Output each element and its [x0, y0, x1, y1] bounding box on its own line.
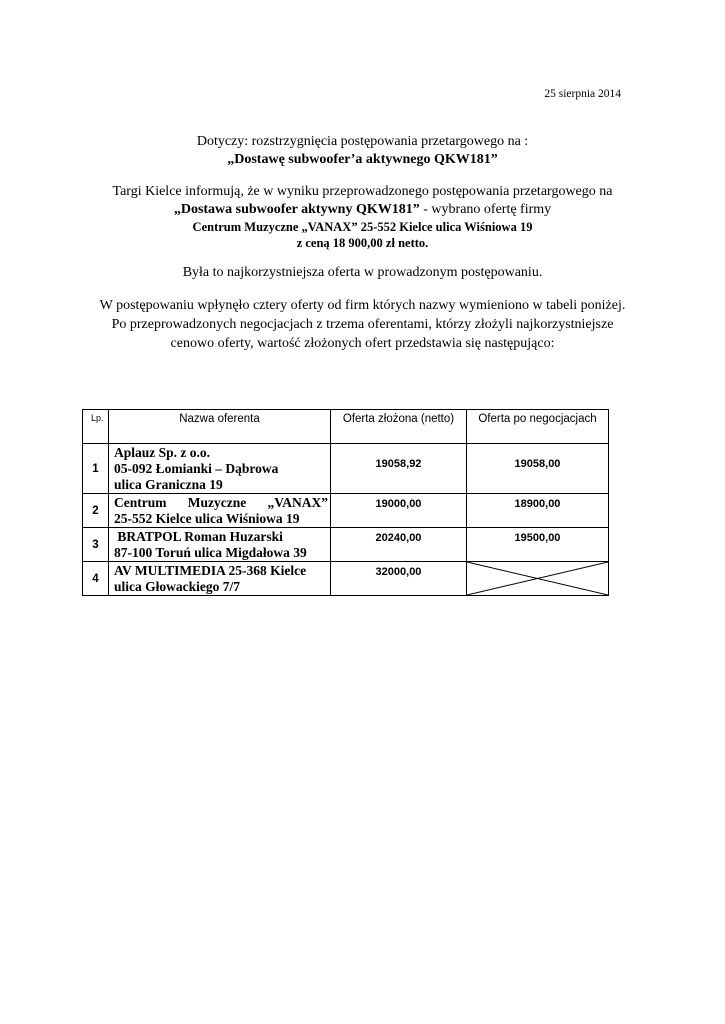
header-offer: Oferta złożona (netto) — [331, 410, 467, 444]
row-lp: 1 — [83, 444, 109, 494]
negotiated-value: 18900,00 — [467, 494, 609, 528]
bidder-name-line: Centrum Muzyczne „VANAX” — [114, 495, 328, 510]
bidder-name-line: AV MULTIMEDIA 25-368 Kielce — [114, 563, 307, 578]
bidder-name-line: BRATPOL Roman Huzarski — [114, 529, 283, 544]
table-header-row — [83, 410, 609, 444]
bidder-name — [109, 562, 331, 596]
offer-value: 19000,00 — [331, 494, 467, 528]
negotiated-value: 19058,00 — [467, 444, 609, 494]
bidder-name-line: 87-100 Toruń ulica Migdałowa 39 — [114, 545, 307, 560]
announcement-tender-line — [0, 201, 725, 219]
table-row — [83, 444, 609, 494]
table-row — [83, 494, 609, 528]
bidder-name-line: 05-092 Łomianki – Dąbrowa — [114, 461, 279, 476]
row-lp: 4 — [83, 562, 109, 596]
subject-title: „Dostawę subwoofer’a aktywnego QKW181” — [227, 152, 498, 167]
bidder-name — [109, 444, 331, 494]
offer-value: 19058,92 — [331, 444, 467, 494]
negotiated-value: 19500,00 — [467, 528, 609, 562]
tender-selection-text: - wybrano ofertę firmy — [419, 202, 552, 217]
bidder-name — [109, 494, 331, 528]
header-negotiated: Oferta po negocjacjach — [467, 410, 609, 444]
header-lp: Lp. — [83, 410, 109, 444]
summary-line-3: cenowo oferty, wartość złożonych ofert przedstawia się następująco: — [170, 336, 555, 351]
row-lp: 2 — [83, 494, 109, 528]
summary-line-1: W postępowaniu wpłynęło cztery oferty od firm których nazwy wymieniono w tabeli poniżej. — [99, 298, 626, 313]
offer-value: 32000,00 — [331, 562, 467, 596]
bidder-name — [109, 528, 331, 562]
offer-value: 20240,00 — [331, 528, 467, 562]
summary-line-2: Po przeprowadzonych negocjacjach z trzema oferentami, którzy złożyli najkorzystniejsze — [111, 317, 614, 332]
document-date: 25 sierpnia 2014 — [544, 88, 621, 100]
tender-name: „Dostawa subwoofer aktywny QKW181” — [173, 202, 420, 217]
subject-line: Dotyczy: rozstrzygnięcia postępowania przetargowego na : — [196, 134, 529, 149]
best-offer-note: Była to najkorzystniejsza oferta w prowadzonym postępowaniu. — [182, 265, 543, 280]
negotiated-value-crossed-out — [467, 562, 609, 596]
bidder-name-line: ulica Graniczna 19 — [114, 477, 223, 492]
announcement-line: Targi Kielce informują, że w wyniku przeprowadzonego postępowania przetargowego na — [112, 184, 613, 199]
table-row — [83, 528, 609, 562]
header-name: Nazwa oferenta — [109, 410, 331, 444]
table-row — [83, 562, 609, 596]
bidder-name-line: ulica Głowackiego 7/7 — [114, 579, 240, 594]
bidder-name-line: Aplauz Sp. z o.o. — [114, 445, 211, 460]
cross-out-icon — [467, 562, 608, 595]
offers-table — [82, 409, 609, 596]
bidder-name-line: 25-552 Kielce ulica Wiśniowa 19 — [114, 511, 300, 526]
winner-company: Centrum Muzyczne „VANAX” 25-552 Kielce ulica Wiśniowa 19 — [192, 220, 533, 234]
row-lp: 3 — [83, 528, 109, 562]
winner-price: z ceną 18 900,00 zł netto. — [296, 236, 429, 250]
